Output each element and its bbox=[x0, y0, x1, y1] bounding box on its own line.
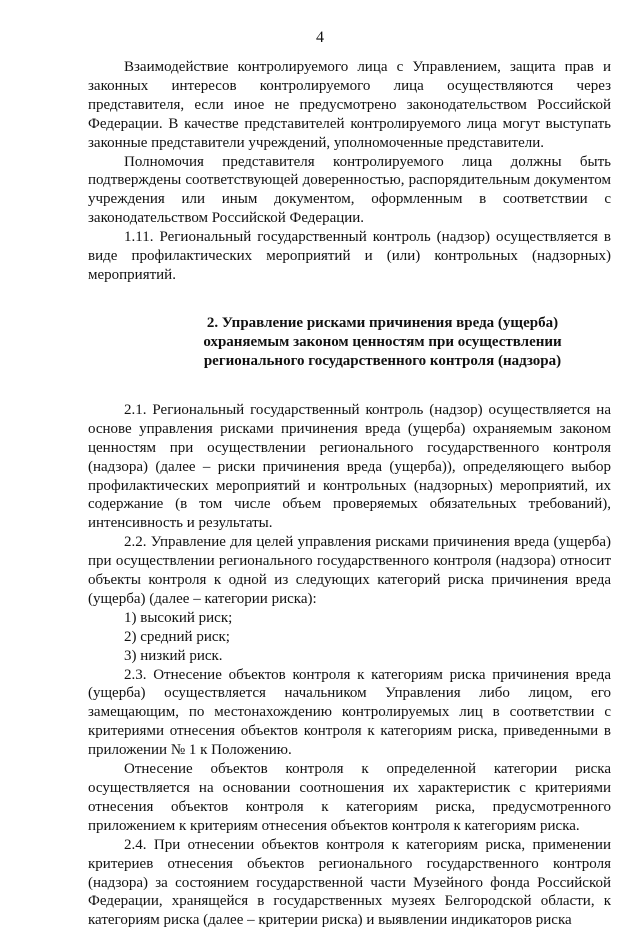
spacer bbox=[88, 285, 611, 314]
paragraph-representation: Взаимодействие контролируемого лица с Управлением, защита прав и законных интересов контролируемого лица осуществляются через представителя, если иное не предусмотрено законодательством Российской Федерации. В качестве представителей контролируемого лица могут выступать законные представители учреждений, уполномоченные представители. bbox=[88, 59, 611, 151]
paragraph-2-3-criteria: Отнесение объектов контроля к определенной категории риска осуществляется на основании соотношения их характеристик с критериями отнесения объектов контроля к категориям риска, предусмотренного приложением к критериям отнесения объектов контроля к категориям риска. bbox=[88, 761, 611, 834]
list-item-risk-high: 1) высокий риск; bbox=[124, 609, 233, 626]
page-number: 4 bbox=[316, 29, 324, 46]
spacer bbox=[88, 371, 611, 401]
list-item-risk-low: 3) низкий риск. bbox=[124, 647, 223, 664]
paragraph-1-11: 1.11. Региональный государственный контроль (надзор) осуществляется в виде профилактических мероприятий и (или) контрольных (надзорных) мероприятий. bbox=[88, 229, 611, 283]
section-2-heading-line: 2. Управление рисками причинения вреда (ущерба) bbox=[206, 314, 559, 331]
paragraph-2-3: 2.3. Отнесение объектов контроля к категориям риска причинения вреда (ущерба) осуществляется начальником Управления либо лицом, его замещающим, по местонахождению контролируемых лиц в соответствии с критериями отнесения объектов контроля к категориям риска, приведенными в приложении № 1 к Положению. bbox=[88, 666, 611, 759]
section-2-heading bbox=[88, 314, 611, 371]
paragraph-2-4: 2.4. При отнесении объектов контроля к категориям риска, применении критериев отнесения объектов регионального государственного контроля (надзора) за состоянием государственной части Музейного фонда Российской Федерации, хранящейся в государственных музеях Белгородской области, к категориям риска (далее – критерии риска) и выявлении индикаторов риска bbox=[88, 836, 611, 929]
list-item-risk-medium: 2) средний риск; bbox=[124, 628, 230, 645]
paragraph-2-2: 2.2. Управление для целей управления рисками причинения вреда (ущерба) при осуществлении регионального государственного контроля (надзора) относит объекты контроля к одной из следующих категорий риска причинения вреда (ущерба) (далее – категории риска): bbox=[88, 534, 611, 607]
paragraph-2-1: 2.1. Региональный государственный контроль (надзор) осуществляется на основе управления рисками причинения вреда (ущерба) охраняемым законом ценностям при осуществлении регионального государственного контроля (надзора) (далее – риски причинения вреда (ущерба)), определяющего выбор профилактических мероприятий и контрольных (надзорных) мероприятий, их содержание (в том числе объем проверяемых обязательных требований), интенсивность и результаты. bbox=[88, 401, 611, 532]
section-2-heading-line: охраняемым законом ценностям при осуществлении bbox=[203, 333, 562, 350]
paragraph-representative-powers: Полномочия представителя контролируемого лица должны быть подтверждены соответствующей доверенностью, распорядительным документом учреждения или иным документом, оформленным в соответствии с законодательством Российской Федерации. bbox=[88, 153, 611, 227]
document-body bbox=[88, 58, 611, 930]
section-2-heading-line: регионального государственного контроля (надзора) bbox=[203, 352, 562, 369]
